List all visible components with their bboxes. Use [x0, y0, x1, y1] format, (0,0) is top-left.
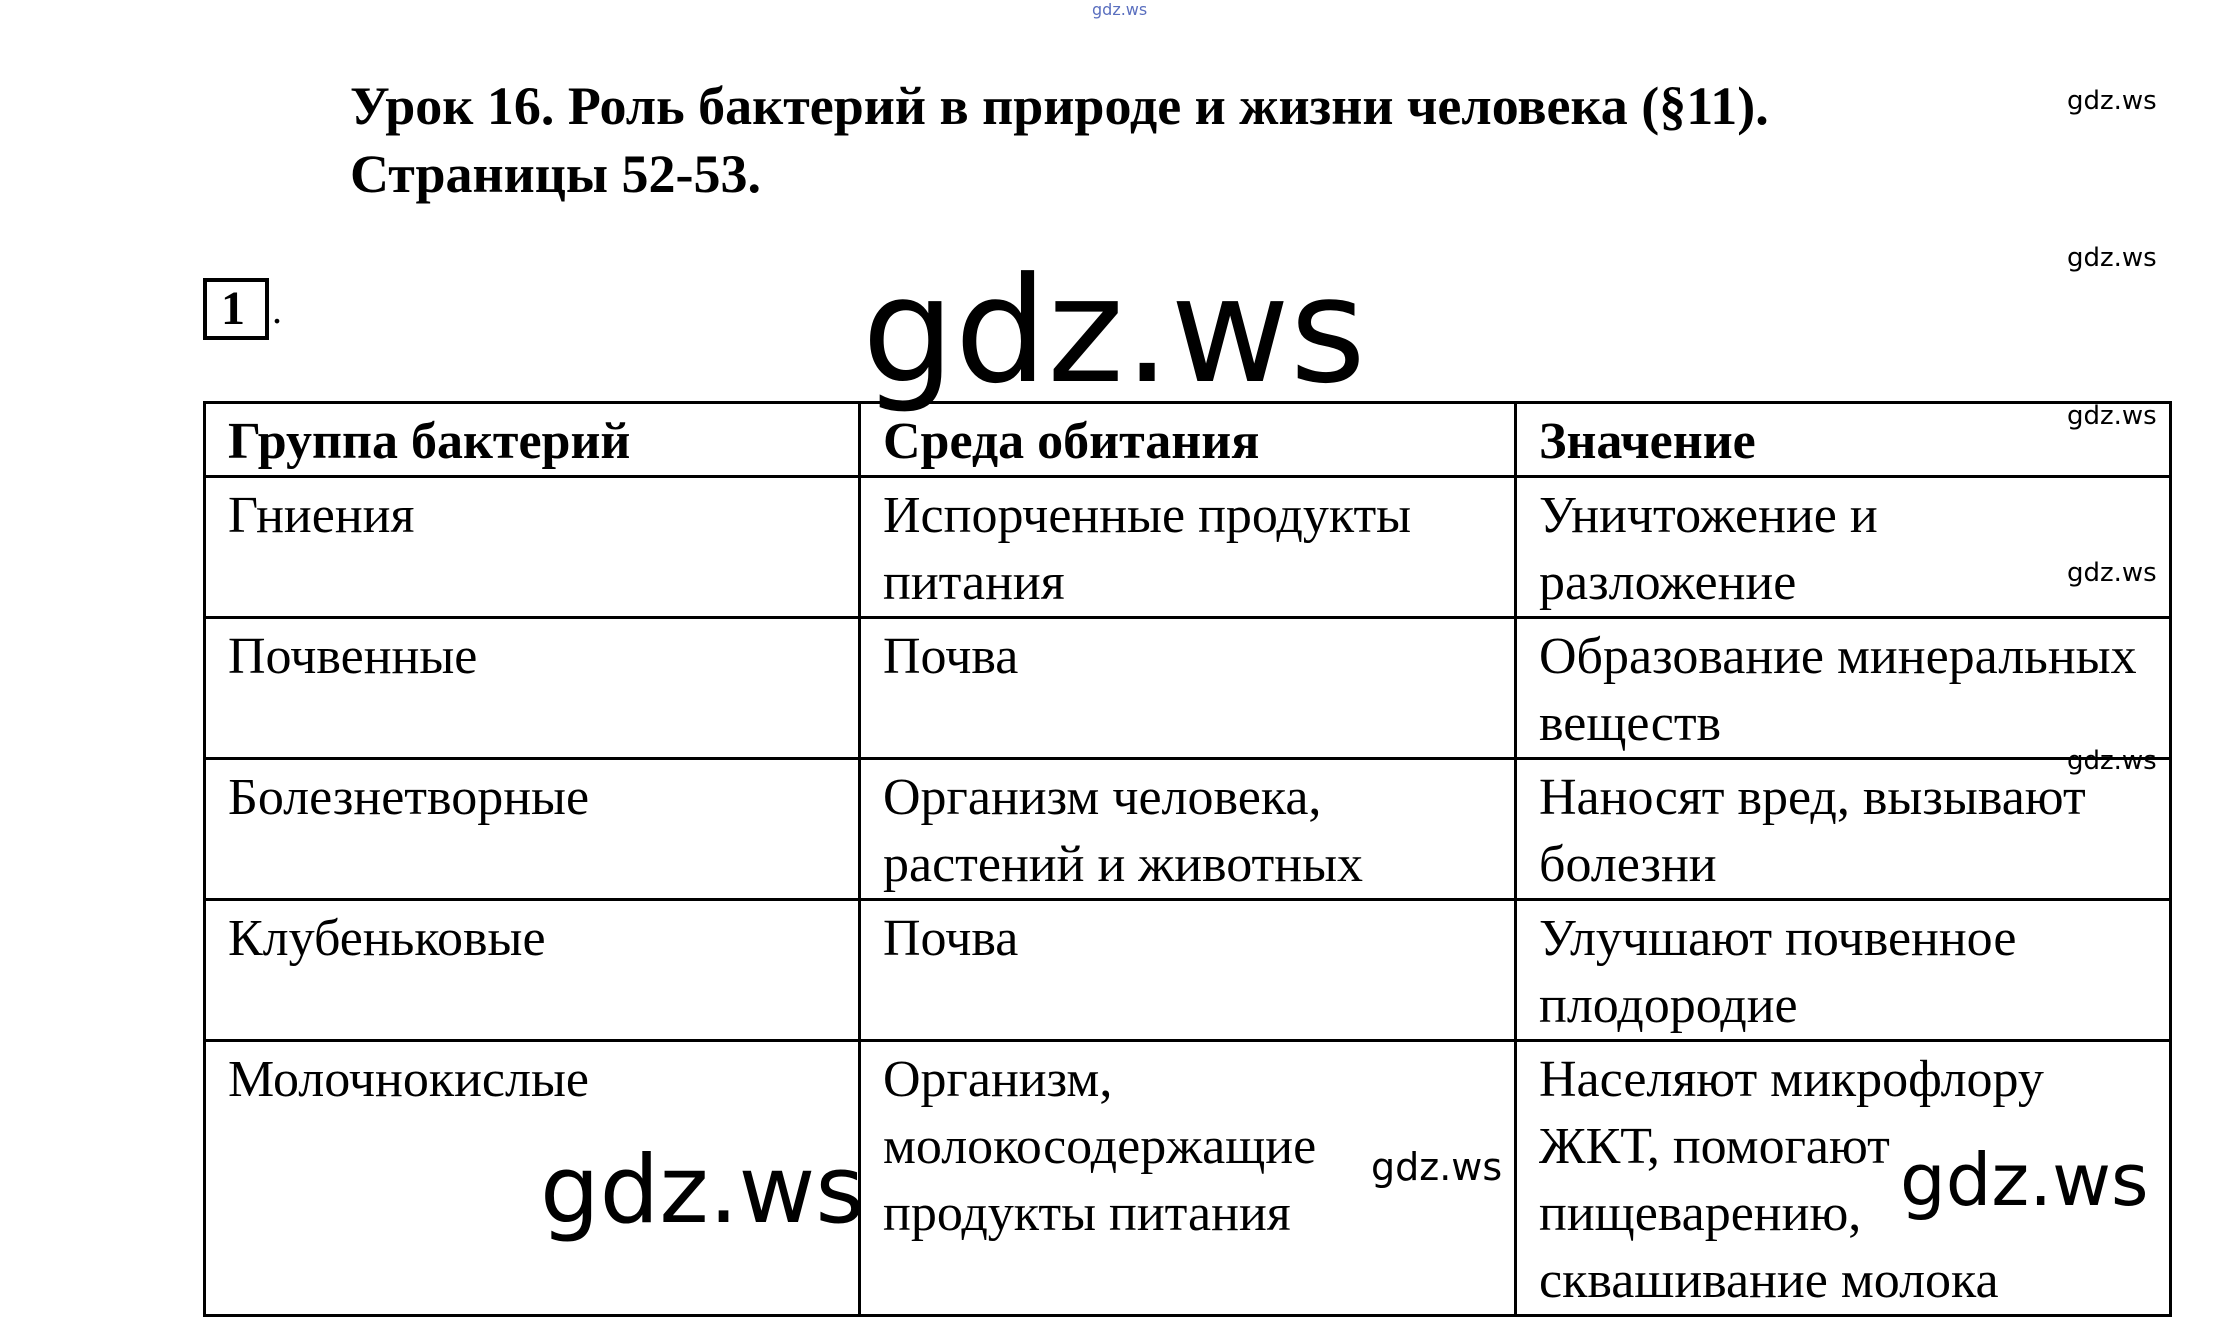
cell-significance: Наносят вред, вызывают болезни — [1516, 759, 2171, 900]
cell-habitat: Организм человека, растений и животных — [860, 759, 1516, 900]
table-row — [205, 900, 2171, 1041]
watermark-large: gdz.ws — [862, 246, 1366, 416]
watermark-large: gdz.ws — [540, 1136, 865, 1245]
cell-habitat: Испорченные продукты питания — [860, 477, 1516, 618]
table-row — [205, 759, 2171, 900]
cell-group: Клубеньковые — [205, 900, 860, 1041]
watermark-top: gdz.ws — [1092, 0, 1148, 19]
cell-habitat: Почва — [860, 900, 1516, 1041]
cell-group: Молочнокислые — [205, 1041, 860, 1316]
cell-significance: Населяют микрофлору ЖКТ, помогают пищеварению, сквашивание молока — [1516, 1041, 2171, 1316]
cell-group: Гниения — [205, 477, 860, 618]
column-header-group: Группа бактерий — [205, 403, 860, 477]
table-row — [205, 1041, 2171, 1316]
column-header-habitat: Среда обитания — [860, 403, 1516, 477]
table-row — [205, 618, 2171, 759]
watermark-large: gdz.ws — [1900, 1138, 2149, 1222]
watermark-small: gdz.ws — [2067, 86, 2157, 116]
bacteria-table — [203, 401, 2172, 1317]
watermark-small: gdz.ws — [2067, 558, 2157, 588]
column-header-significance: Значение — [1516, 403, 2171, 477]
cell-group: Болезнетворные — [205, 759, 860, 900]
lesson-title-line1: Урок 16. Роль бактерий в природе и жизни человека (§11). — [350, 76, 1769, 136]
watermark-small: gdz.ws — [1371, 1145, 1503, 1189]
lesson-title-line2: Страницы 52-53. — [350, 144, 761, 204]
watermark-small: gdz.ws — [2067, 243, 2157, 273]
cell-significance: Образование минеральных веществ — [1516, 618, 2171, 759]
watermark-small: gdz.ws — [2067, 746, 2157, 776]
table-row — [205, 477, 2171, 618]
cell-group: Почвенные — [205, 618, 860, 759]
cell-significance: Улучшают почвенное плодородие — [1516, 900, 2171, 1041]
task-number-dot: . — [272, 287, 282, 332]
cell-significance: Уничтожение и разложение — [1516, 477, 2171, 618]
task-number-box: 1 — [203, 278, 269, 340]
cell-habitat: Организм, молокосодержащие продукты питания — [860, 1041, 1516, 1316]
cell-habitat: Почва — [860, 618, 1516, 759]
lesson-title — [350, 72, 2050, 208]
watermark-small: gdz.ws — [2067, 401, 2157, 431]
